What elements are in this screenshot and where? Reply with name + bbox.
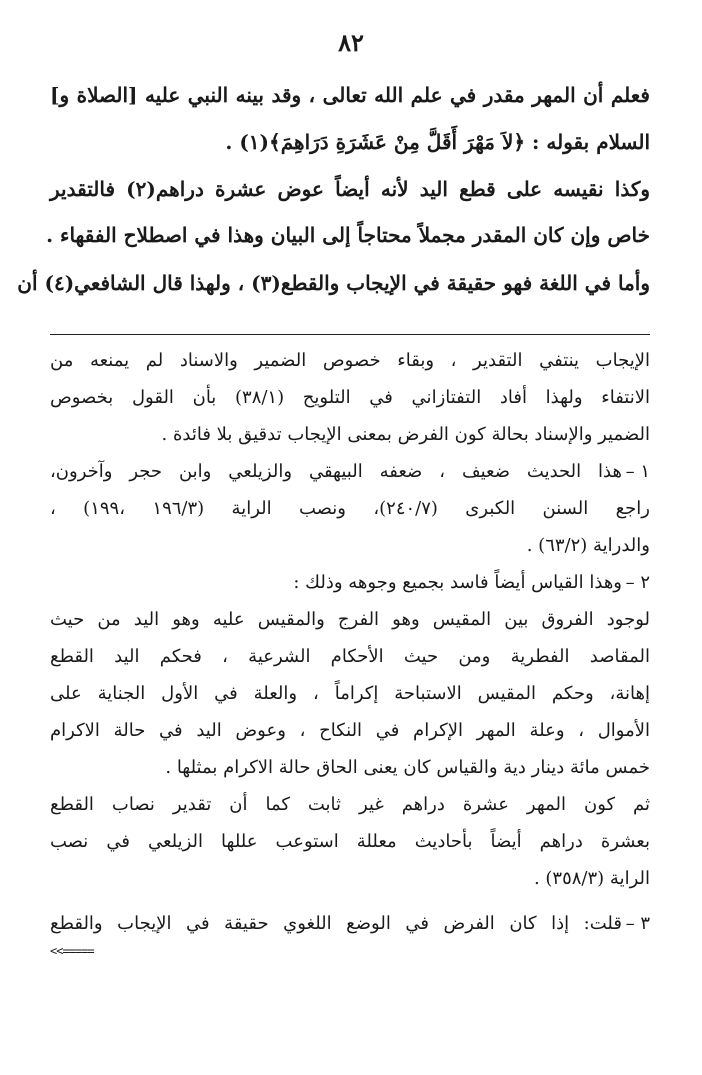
footnote-line: والدراية (٦٣/٢) . xyxy=(526,535,650,556)
footnote-line: لوجود الفروق بين المقيس وهو الفرج والمقيس عليه وهو اليد من حيث xyxy=(50,609,651,630)
footnote-number: ٣ – xyxy=(625,913,650,934)
footnote-line: الانتفاء ولهذا أفاد التفتازاني في التلويح (٣٨/١) بأن القول بخصوص xyxy=(50,387,651,408)
footnote-line: ثم كون المهر عشرة دراهم غير ثابت كما أن تقدير نصاب القطع xyxy=(50,794,650,815)
page-number: ٨٢ xyxy=(338,28,364,57)
continuation-arrow-marker: <<===== xyxy=(50,944,94,958)
main-text-line: وأما في اللغة فهو حقيقة في الإيجاب والقطع(٣) ، ولهذا قال الشافعي(٤) أن xyxy=(17,271,650,295)
footnote-line: هذا الحديث ضعيف ، ضعفه البيهقي والزيلعي وابن حجر وآخرون، xyxy=(50,461,622,482)
footnote-line: الأموال ، وعلة المهر الإكرام في النكاح ، وعوض اليد في حالة الاكرام xyxy=(50,720,650,741)
main-text-line: السلام بقوله : ﴿لاَ مَهْرَ أَقَلَّ مِنْ عَشَرَةِ دَرَاهِمَ﴾(١) . xyxy=(225,130,650,154)
footnote-line: راجع السنن الكبرى (٢٤٠/٧)، ونصب الراية (١٩٦/٣ ،١٩٩) ، xyxy=(50,498,650,519)
footnote-line: المقاصد الفطرية ومن حيث الأحكام الشرعية ، فحكم اليد القطع xyxy=(50,646,650,667)
footnote-line: الضمير والإسناد بحالة كون الفرض بمعنى الإيجاب تدقيق بلا فائدة . xyxy=(161,424,650,445)
footnote-line: بعشرة دراهم أيضاً بأحاديث معللة استوعب عللها الزيلعي في نصب xyxy=(50,831,650,852)
main-text-line: وكذا نقيسه على قطع اليد لأنه أيضاً عوض عشرة دراهم(٢) فالتقدير xyxy=(50,177,650,201)
footnote-line: قلت: إذا كان الفرض في الوضع اللغوي حقيقة في الإيجاب والقطع xyxy=(50,913,622,934)
footnote-separator xyxy=(50,334,650,335)
footnote-line: وهذا القياس أيضاً فاسد بجميع وجوهه وذلك : xyxy=(293,572,622,593)
main-text-line: فعلم أن المهر مقدر في علم الله تعالى ، وقد بينه النبي عليه [الصلاة و] xyxy=(50,83,650,107)
footnote-number: ١ – xyxy=(625,461,650,482)
main-text-line: خاص وإن كان المقدر مجملاً محتاجاً إلى البيان وهذا في اصطلاح الفقهاء . xyxy=(46,223,650,247)
footnote-line: الإيجاب ينتفي التقدير ، وبقاء خصوص الضمير والاسناد لم يمنعه من xyxy=(50,350,650,371)
footnote-line: خمس مائة دينار دية والقياس كان يعنى الحاق حالة الاكرام بمثلها . xyxy=(165,757,650,778)
footnote-line: إهانة، وحكم المقيس الاستباحة إكراماً ، والعلة في الأول الجناية على xyxy=(50,683,650,704)
footnote-line: الراية (٣٥٨/٣) . xyxy=(533,868,650,889)
footnote-number: ٢ – xyxy=(625,572,650,593)
